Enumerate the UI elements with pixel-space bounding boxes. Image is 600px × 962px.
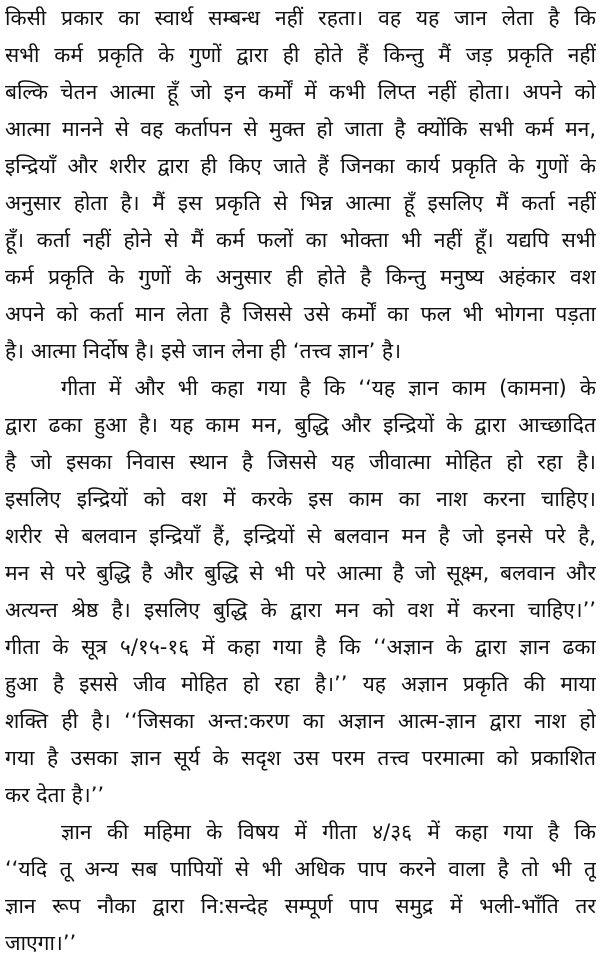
text-line: सभी कर्म प्रकृति के गुणों द्वारा ही होते हैं किन्तु मैं जड़ प्रकृति नहीं [5, 43, 596, 67]
paragraph-3 [5, 814, 596, 962]
text-line: मन से परे बुद्धि है और बुद्धि से भी परे आत्मा है जो सूक्ष्म, बलवान और [5, 561, 596, 585]
text-line: गीता में और भी कहा गया है कि ‘‘यह ज्ञान काम (कामना) के [61, 376, 596, 400]
text-line: कर देता है।’’ [5, 783, 105, 807]
text-line: शरीर से बलवान इन्द्रियाँ हैं, इन्द्रियों से बलवान मन है जो इनसे परे है, [5, 524, 596, 548]
text-line: है। आत्मा निर्दोष है। इसे जान लेना ही ‘तत्त्व ज्ञान’ है। [5, 339, 402, 363]
text-line: ज्ञान की महिमा के विषय में गीता ४/३६ में कहा गया है कि [61, 820, 596, 844]
text-line: हूँ। कर्ता नहीं होने से मैं कर्म फलों का भोक्ता भी नहीं हूँ। यद्यपि सभी [5, 228, 596, 252]
text-line: किसी प्रकार का स्वार्थ सम्बन्ध नहीं रहता। वह यह जान लेता है कि [5, 6, 596, 30]
text-line: अनुसार होता है। मैं इस प्रकृति से भिन्न आत्मा हूँ इसलिए मैं कर्ता नहीं [5, 191, 596, 215]
paragraph-2 [5, 370, 596, 814]
text-line: कर्म प्रकृति के गुणों के अनुसार ही होते है किन्तु मनुष्य अहंकार वश [5, 265, 596, 289]
text-line: बल्कि चेतन आत्मा हूँ जो इन कर्मों में कभी लिप्त नहीं होता। अपने को [5, 80, 596, 104]
text-line: गीता के सूत्र ५/१५-१६ में कहा गया है कि ‘‘अज्ञान के द्वारा ज्ञान ढका [5, 635, 596, 659]
text-line: इन्द्रियाँ और शरीर द्वारा ही किए जाते हैं जिनका कार्य प्रकृति के गुणों के [5, 154, 596, 178]
text-line: द्वारा ढका हुआ है। यह काम मन, बुद्धि और इन्द्रियों के द्वारा आच्छादित [5, 413, 596, 437]
text-line: अत्यन्त श्रेष्ठ है। इसलिए बुद्धि के द्वारा मन को वश में करना चाहिए।’’ [5, 598, 596, 622]
paragraph-1 [5, 0, 596, 370]
text-line: अपने को कर्ता मान लेता है जिससे उसे कर्मों का फल भी भोगना पड़ता [5, 302, 596, 326]
text-line: हुआ है इससे जीव मोहित हो रहा है।’’ यह अज्ञान प्रकृति की माया [5, 672, 596, 696]
text-line: शक्ति ही है। ‘‘जिसका अन्त:करण का अज्ञान आत्म-ज्ञान द्वारा नाश हो [5, 709, 596, 733]
text-line: ‘‘यदि तू अन्य सब पापियों से भी अधिक पाप करने वाला है तो भी तू [5, 857, 596, 881]
text-line: ज्ञान रूप नौका द्वारा नि:सन्देह सम्पूर्ण पाप समुद्र में भली-भाँति तर [5, 894, 596, 918]
text-line: इसलिए इन्द्रियों को वश में करके इस काम का नाश करना चाहिए। [5, 487, 596, 511]
text-line: गया है उसका ज्ञान सूर्य के सदृश उस परम तत्त्व परमात्मा को प्रकाशित [5, 746, 596, 770]
text-line: आत्मा मानने से वह कर्तापन से मुक्त हो जाता है क्योंकि सभी कर्म मन, [5, 117, 596, 141]
text-line: है जो इसका निवास स्थान है जिससे यह जीवात्मा मोहित हो रहा है। [5, 450, 596, 474]
text-line: जाएगा।’’ [5, 931, 77, 955]
